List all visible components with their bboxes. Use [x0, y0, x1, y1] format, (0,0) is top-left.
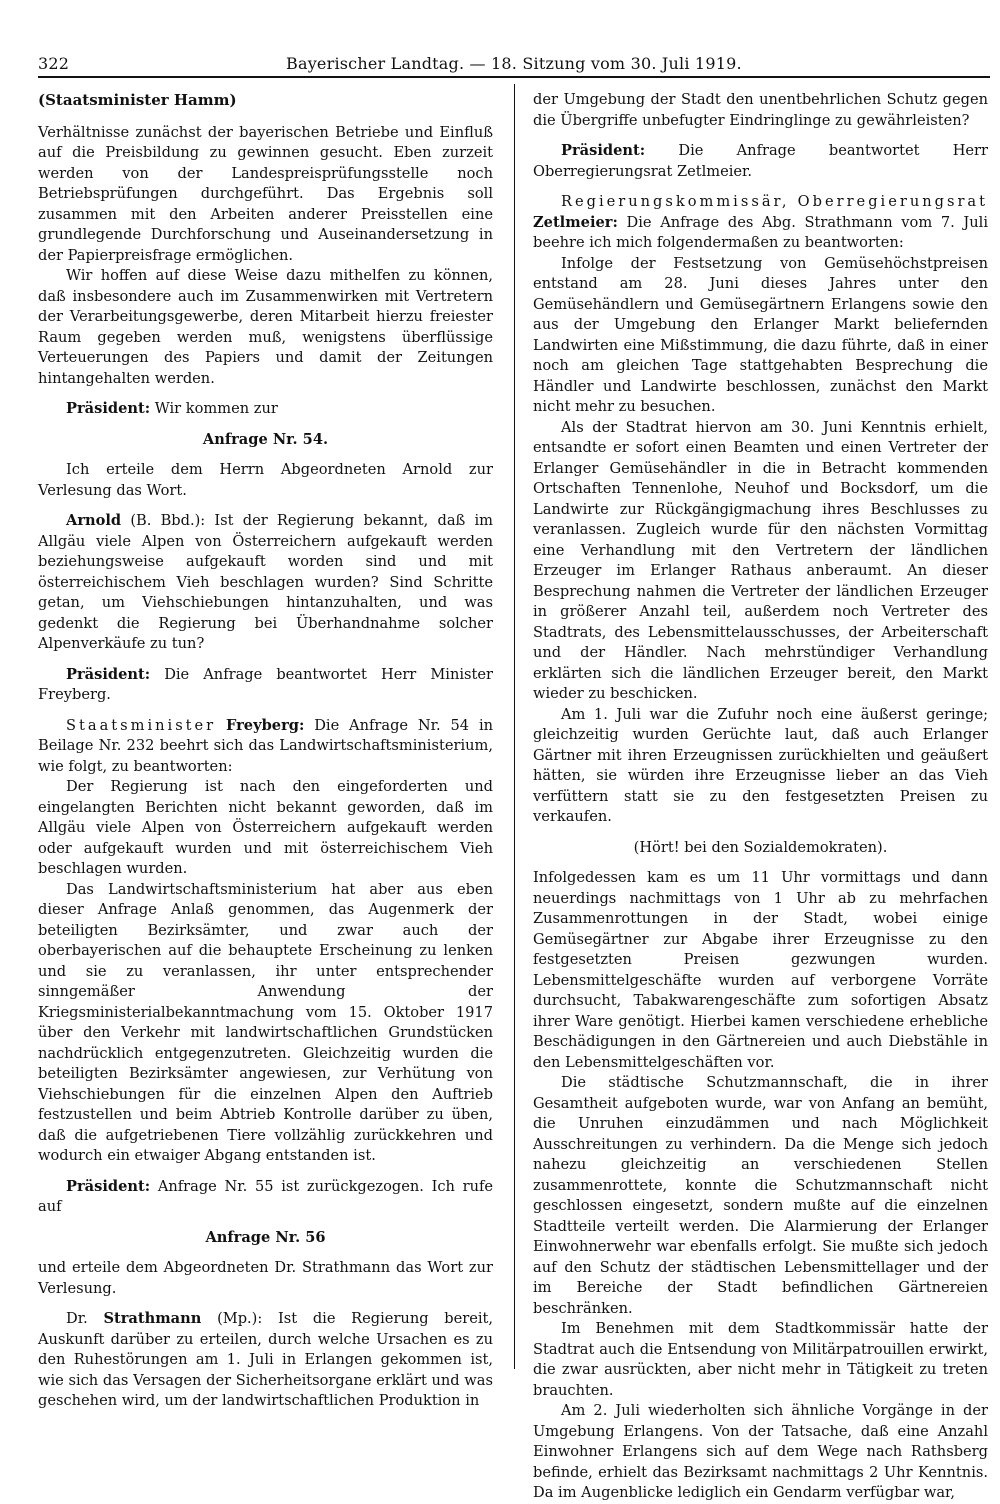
speaker-name: Präsident: — [66, 1177, 151, 1195]
paragraph: Am 1. Juli war die Zufuhr noch eine äußerst geringe; gleichzeitig wurden Gerüchte laut, daß auch Erlanger Gärtner mit ihren Erzeugnissen zurückhielten und geäußert hätten, sie würden ihre Erzeugnisse lieber an das Vieh verfüttern statt sie zu den festgesetzten Preisen zu verkaufen. — [533, 705, 988, 825]
speaker-name: Arnold — [66, 512, 122, 529]
speaker-title: Dr. — [66, 1310, 88, 1327]
paragraph-text: Die Anfrage beantwortet Herr Oberregierungsrat Zetlmeier. — [533, 142, 989, 180]
section-heading: Anfrage Nr. 56 — [205, 1228, 326, 1246]
paragraph: und erteile dem Abgeordneten Dr. Strathmann das Wort zur Verlesung. — [38, 1259, 493, 1297]
paragraph-text: Die Anfrage Nr. 54 in Beilage Nr. 232 beehrt sich das Landwirtschaftsministerium, wie folgt, zu beantworten: — [38, 716, 494, 775]
left-column — [38, 90, 493, 1412]
paragraph: Infolgedessen kam es um 11 Uhr vormittags und dann neuerdings nachmittags von 1 Uhr ab zu mehrfachen Zusammenrottungen in der Stadt, wobei einige Gemüsegärtner zur Abgabe ihrer Erzeugnisse zu den festgesetzten Preisen gezwungen wurden. Lebensmittelgeschäfte wurden auf verborgene Vorräte durchsucht, Tabakwarengeschäfte zum sofortigen Absatz ihrer Ware genötigt. Hierbei kamen verschiedene erhebliche Beschädigungen in den Gärtnereien und auch Diebstähle in den Lebensmittelgeschäften vor. — [533, 869, 988, 1071]
paragraph: Verhältnisse zunächst der bayerischen Betriebe und Einfluß auf die Preisbildung zu gewinnen gesucht. Eben zurzeit werden von der Landespreisprüfungsstelle noch Betriebsprüfungen durchgeführt. Das Ergebnis soll zusammen mit den Arbeiten anderer Preisstellen eine grundlegende Durchforschung und Auseinandersetzung in der Papierpreisfrage ermöglichen. — [38, 123, 493, 264]
paragraph — [38, 1309, 493, 1412]
paragraph: Am 2. Juli wiederholten sich ähnliche Vorgänge in der Umgebung Erlangens. Von der Tatsache, daß eine Anzahl Einwohner Erlangens sich auf dem Wege nach Rathsberg befinde, erhielt das Bezirksamt nachmittags 2 Uhr Kenntnis. Da im Augenblicke lediglich ein Gendarm verfügbar war, — [533, 1402, 988, 1501]
speaker-name: Zetlmeier: — [533, 213, 618, 231]
paragraph: Die städtische Schutzmannschaft, die in ihrer Gesamtheit aufgeboten wurde, war von Anfang an bemüht, die Unruhen einzudämmen und nach Möglichkeit Ausschreitungen zu verhindern. Da die Menge sich jedoch nahezu gleichzeitig an verschiedenen Stellen zusammenrottete, konnte die Schutzmannschaft nicht geschlossen eingesetzt, sondern mußte auf die einzelnen Stadtteile verteilt werden. Die Alarmierung der Erlanger Einwohnerwehr war ebenfalls erfolgt. Sie mußte sich jedoch auf den Schutz der städtischen Lebensmittellager und der im Bereiche der Stadt befindlichen Gärtnereien beschränken. — [533, 1074, 988, 1317]
paragraph: Als der Stadtrat hiervon am 30. Juni Kenntnis erhielt, entsandte er sofort einen Beamten und einen Vertreter der Erlanger Gemüsehändler in die in Betracht kommenden Ortschaften Tennenlohe, Neuhof und Bocksdorf, um die Landwirte zur Rückgängigmachung ihres Beschlusses zu veranlassen. Zugleich wurde für den nächsten Vormittag eine Verhandlung mit den Vertretern der ländlichen Erzeuger im Erlanger Rathaus anberaumt. An dieser Besprechung nahmen die Vertreter der ländlichen Erzeuger in größerer Anzahl teil, außerdem noch Vertreter des Stadtrats, des Lebensmittelausschusses, der Arbeiterschaft und der Händler. Nach mehrstündiger Verhandlung erklärten sich die ländlichen Erzeuger bereit, den Markt wieder zu beschicken. — [533, 418, 988, 702]
speaker-continuation: (Staatsminister Hamm) — [38, 91, 237, 109]
speaker-name: Freyberg: — [226, 716, 305, 734]
page-number: 322 — [38, 54, 70, 73]
paragraph: Ich erteile dem Herrn Abgeordneten Arnold zur Verlesung das Wort. — [38, 461, 493, 499]
paragraph-text: Die Anfrage beantwortet Herr Minister Freyberg. — [38, 665, 494, 703]
paragraph: Das Landwirtschaftsministerium hat aber aus eben dieser Anfrage Anlaß genommen, das Augenmerk der beteiligten Bezirksämter, und zwar auch der oberbayerischen auf die behauptete Erscheinung zu lenken und sie zu veranlassen, ihr unter entsprechender sinngemäßer Anwendung der Kriegsministerialbekanntmachung vom 15. Oktober 1917 über den Verkehr mit landwirtschaftlichen Grundstücken nachdrücklich entgegenzutreten. Gleichzeitig wurden die beteiligten Bezirksämter angewiesen, zur Verhütung von Viehschiebungen für die einzelnen Alpen den Auftrieb festzustellen und beim Abtrieb Kontrolle darüber zu üben, daß die aufgetriebenen Tiere vollzählig zurückkehren und wodurch ein etwaiger Abgang entstanden ist. — [38, 880, 493, 1164]
paragraph: Infolge der Festsetzung von Gemüsehöchstpreisen entstand am 28. Juni dieses Jahres unter den Gemüsehändlern und Gemüsegärtnern Erlangens sowie den aus der Umgebung den Erlanger Markt beliefernden Landwirten eine Mißstimmung, die dazu führte, daß in einer noch am gleichen Tage stattgehabten Besprechung die Händler und Landwirte beschlossen, zunächst den Markt nicht mehr zu besuchen. — [533, 254, 988, 415]
running-title: Bayerischer Landtag. — 18. Sitzung vom 30. Juli 1919. — [286, 54, 742, 73]
paragraph — [38, 399, 493, 420]
speaker-name: Strathmann — [103, 1310, 202, 1327]
paragraph-text: (Mp.): Ist die Regierung bereit, Auskunft darüber zu erteilen, durch welche Ursachen es zu den Ruhestörungen am 1. Juli in Erlangen gekommen ist, wie sich das Versagen der Sicherheitsorgane erklärt und was geschehen wird, um der landwirtschaftlichen Produktion in — [38, 1310, 494, 1409]
speaker-name: Präsident: — [66, 400, 151, 417]
paragraph — [38, 511, 493, 655]
paragraph — [38, 665, 493, 706]
paragraph-text: Anfrage Nr. 55 ist zurückgezogen. Ich rufe auf — [38, 1177, 494, 1215]
speaker-name: Präsident: — [66, 665, 151, 683]
paragraph-text: Die Anfrage des Abg. Strathmann vom 7. Juli beehre ich mich folgendermaßen zu beantworten: — [533, 213, 989, 251]
paragraph — [533, 141, 988, 182]
right-column — [533, 90, 988, 1504]
header-rule — [38, 76, 990, 78]
paragraph: Der Regierung ist nach den eingeforderten und eingelangten Berichten nicht bekannt geworden, daß im Allgäu viele Alpen von Österreichern aufgekauft werden oder aufgekauft wurden und mit österreichischem Vieh beschlagen wurden. — [38, 778, 493, 877]
page-header — [38, 50, 990, 76]
paragraph-text: Wir kommen zur — [154, 400, 278, 417]
interjection: (Hört! bei den Sozialdemokraten). — [633, 838, 888, 856]
speaker-role: Regierungskommissär, Oberregierungsrat — [561, 193, 988, 210]
paragraph-text: (B. Bbd.): Ist der Regierung bekannt, daß im Allgäu viele Alpen von Österreichern aufgekauft werden beziehungsweise aufgekauft worden sind und mit österreichischem Vieh beschlagen wurden? Sind Schritte getan, um Viehschiebungen hintanzuhalten, und was gedenkt die Regierung bei Überhandnahme solcher Alpenverkäufe zu tun? — [38, 512, 493, 652]
paragraph — [533, 192, 988, 254]
paragraph: der Umgebung der Stadt den unentbehrlichen Schutz gegen die Übergriffe unbefugter Eindringlinge zu gewährleisten? — [533, 91, 988, 129]
paragraph: Im Benehmen mit dem Stadtkommissär hatte der Stadtrat auch die Entsendung von Militärpatrouillen erwirkt, die zwar ausrückten, aber nicht mehr in Tätigkeit zu treten brauchten. — [533, 1320, 988, 1399]
paragraph: Wir hoffen auf diese Weise dazu mithelfen zu können, daß insbesondere auch im Zusammenwirken mit Vertretern der Verarbeitungsgewerbe, deren Mitarbeit hierzu freiester Raum gegeben werden muß, wenigstens überflüssige Verteuerungen des Papiers und damit der Zeitungen hintangehalten werden. — [38, 267, 493, 387]
paragraph — [38, 716, 493, 778]
column-divider — [514, 84, 515, 1369]
section-heading: Anfrage Nr. 54. — [202, 430, 329, 448]
speaker-role: Staatsminister — [66, 716, 217, 734]
paragraph — [38, 1177, 493, 1218]
speaker-name: Präsident: — [561, 142, 646, 159]
